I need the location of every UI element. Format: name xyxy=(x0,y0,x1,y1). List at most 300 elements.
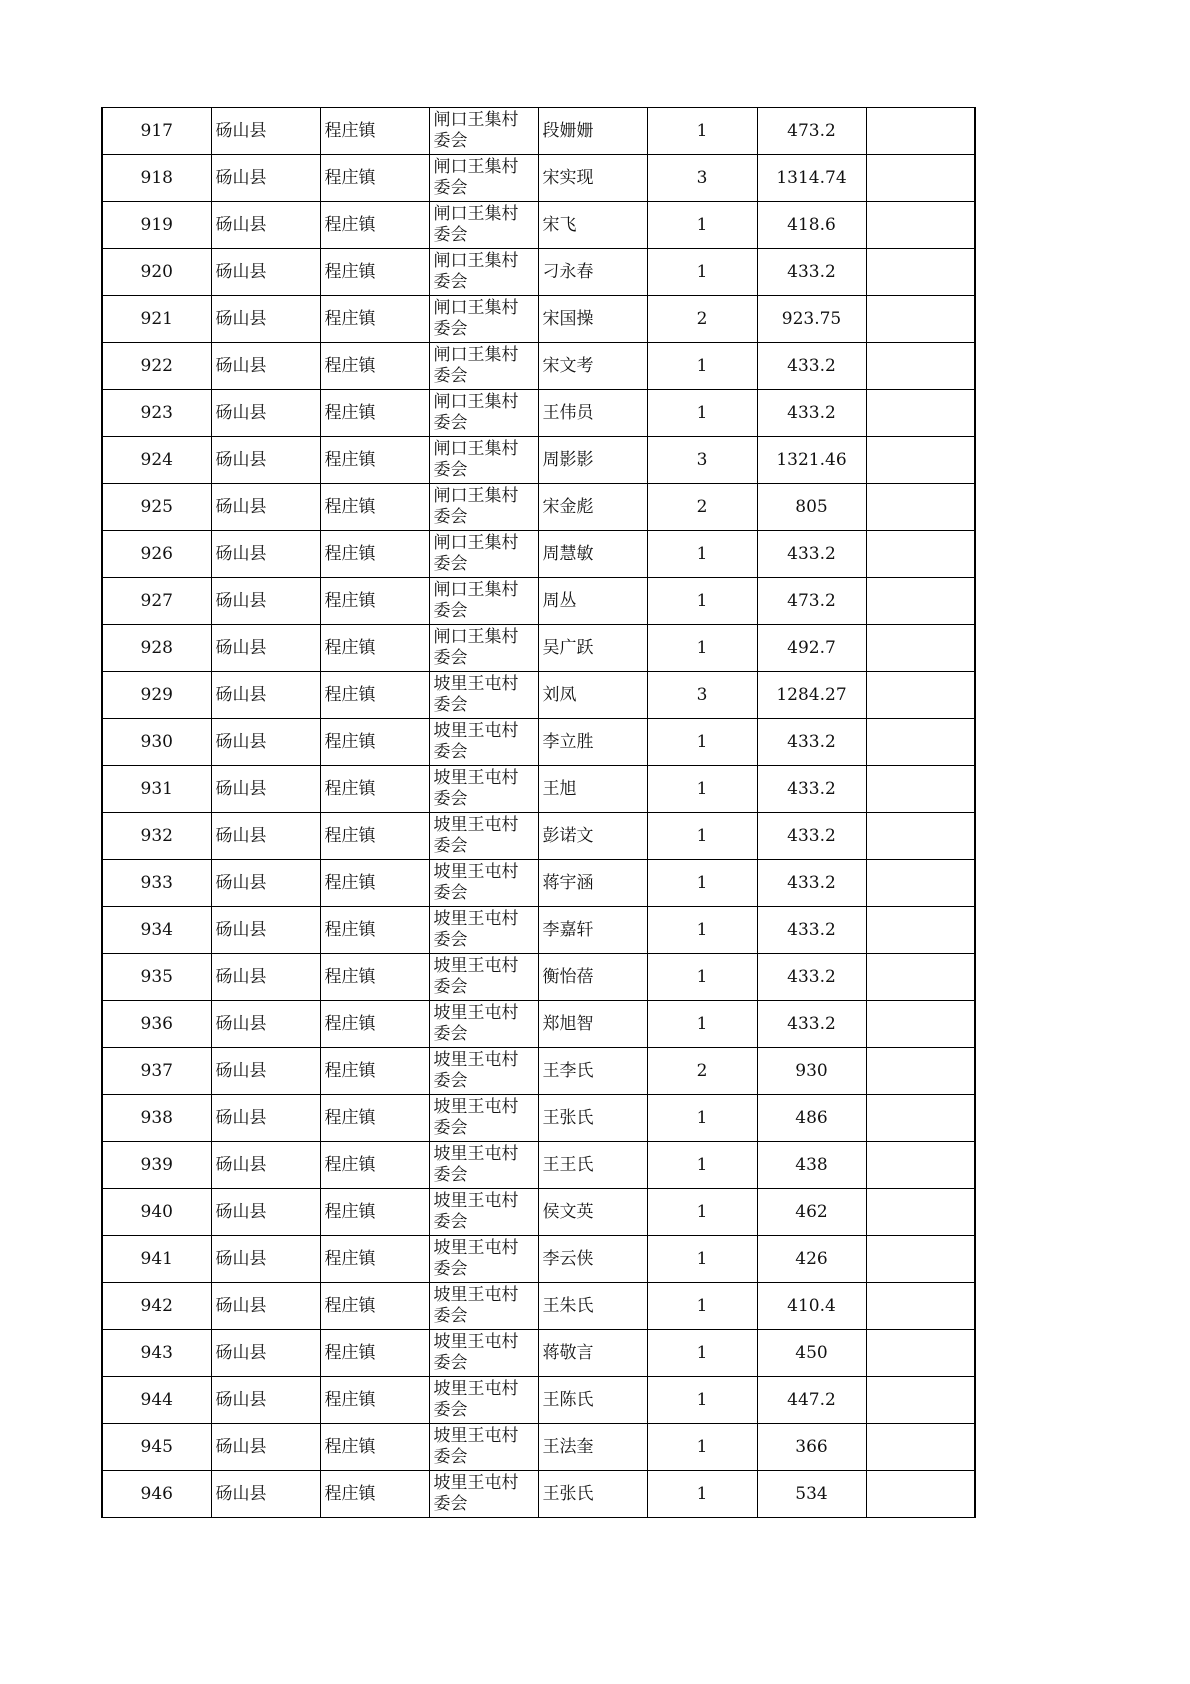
amount-cell: 433.2 xyxy=(757,719,866,766)
table-row xyxy=(102,249,975,296)
village-name-line1: 闸口王集村 xyxy=(433,298,519,318)
village-cell xyxy=(429,1283,538,1330)
village-name-line2: 委会 xyxy=(433,1400,468,1420)
amount-cell: 418.6 xyxy=(757,202,866,249)
household-count-cell: 1 xyxy=(647,531,757,578)
household-count-cell: 1 xyxy=(647,343,757,390)
row-number-cell: 922 xyxy=(102,343,211,390)
village-cell xyxy=(429,484,538,531)
amount-cell: 433.2 xyxy=(757,531,866,578)
row-number-cell: 944 xyxy=(102,1377,211,1424)
village-name-line1: 闸口王集村 xyxy=(433,439,519,459)
village-cell xyxy=(429,155,538,202)
village-cell xyxy=(429,578,538,625)
county-cell: 砀山县 xyxy=(211,155,320,202)
town-cell: 程庄镇 xyxy=(320,1048,429,1095)
village-cell xyxy=(429,813,538,860)
village-name-line1: 坡里王屯村 xyxy=(433,1238,519,1258)
village-cell xyxy=(429,1424,538,1471)
note-cell xyxy=(866,343,975,390)
person-name-cell: 侯文英 xyxy=(538,1189,647,1236)
town-cell: 程庄镇 xyxy=(320,296,429,343)
village-name-line1: 坡里王屯村 xyxy=(433,956,519,976)
amount-cell: 923.75 xyxy=(757,296,866,343)
town-cell: 程庄镇 xyxy=(320,1189,429,1236)
town-cell: 程庄镇 xyxy=(320,907,429,954)
village-name-line1: 坡里王屯村 xyxy=(433,1003,519,1023)
village-cell xyxy=(429,1189,538,1236)
village-cell xyxy=(429,390,538,437)
village-cell xyxy=(429,860,538,907)
village-name-line1: 坡里王屯村 xyxy=(433,862,519,882)
county-cell: 砀山县 xyxy=(211,390,320,437)
table-row xyxy=(102,1330,975,1377)
household-count-cell: 2 xyxy=(647,1048,757,1095)
household-count-cell: 1 xyxy=(647,813,757,860)
village-cell xyxy=(429,249,538,296)
amount-cell: 366 xyxy=(757,1424,866,1471)
village-cell xyxy=(429,719,538,766)
village-name-line1: 坡里王屯村 xyxy=(433,1379,519,1399)
person-name-cell: 蒋宇涵 xyxy=(538,860,647,907)
note-cell xyxy=(866,1236,975,1283)
household-count-cell: 1 xyxy=(647,860,757,907)
table-row xyxy=(102,813,975,860)
village-cell xyxy=(429,672,538,719)
table-row xyxy=(102,437,975,484)
household-count-cell: 1 xyxy=(647,108,757,155)
village-cell xyxy=(429,437,538,484)
person-name-cell: 吴广跃 xyxy=(538,625,647,672)
note-cell xyxy=(866,108,975,155)
person-name-cell: 王旭 xyxy=(538,766,647,813)
county-cell: 砀山县 xyxy=(211,860,320,907)
row-number-cell: 945 xyxy=(102,1424,211,1471)
town-cell: 程庄镇 xyxy=(320,390,429,437)
county-cell: 砀山县 xyxy=(211,578,320,625)
household-count-cell: 1 xyxy=(647,202,757,249)
row-number-cell: 919 xyxy=(102,202,211,249)
household-count-cell: 1 xyxy=(647,1236,757,1283)
village-name-line2: 委会 xyxy=(433,1494,468,1514)
village-name-line2: 委会 xyxy=(433,225,468,245)
note-cell xyxy=(866,766,975,813)
row-number-cell: 921 xyxy=(102,296,211,343)
table-row xyxy=(102,954,975,1001)
person-name-cell: 王李氏 xyxy=(538,1048,647,1095)
town-cell: 程庄镇 xyxy=(320,672,429,719)
county-cell: 砀山县 xyxy=(211,1424,320,1471)
village-name-line2: 委会 xyxy=(433,554,468,574)
village-name-line1: 坡里王屯村 xyxy=(433,768,519,788)
village-name-line2: 委会 xyxy=(433,1165,468,1185)
row-number-cell: 930 xyxy=(102,719,211,766)
village-cell xyxy=(429,531,538,578)
household-count-cell: 1 xyxy=(647,1377,757,1424)
note-cell xyxy=(866,578,975,625)
county-cell: 砀山县 xyxy=(211,625,320,672)
table-row xyxy=(102,1471,975,1518)
village-name-line1: 坡里王屯村 xyxy=(433,1285,519,1305)
county-cell: 砀山县 xyxy=(211,1142,320,1189)
town-cell: 程庄镇 xyxy=(320,1377,429,1424)
town-cell: 程庄镇 xyxy=(320,578,429,625)
town-cell: 程庄镇 xyxy=(320,1424,429,1471)
amount-cell: 462 xyxy=(757,1189,866,1236)
row-number-cell: 917 xyxy=(102,108,211,155)
row-number-cell: 931 xyxy=(102,766,211,813)
row-number-cell: 920 xyxy=(102,249,211,296)
table-row xyxy=(102,108,975,155)
person-name-cell: 周影影 xyxy=(538,437,647,484)
town-cell: 程庄镇 xyxy=(320,437,429,484)
town-cell: 程庄镇 xyxy=(320,1236,429,1283)
household-count-cell: 1 xyxy=(647,954,757,1001)
row-number-cell: 939 xyxy=(102,1142,211,1189)
town-cell: 程庄镇 xyxy=(320,625,429,672)
person-name-cell: 刘凤 xyxy=(538,672,647,719)
town-cell: 程庄镇 xyxy=(320,484,429,531)
village-name-line2: 委会 xyxy=(433,1071,468,1091)
county-cell: 砀山县 xyxy=(211,202,320,249)
village-name-line1: 闸口王集村 xyxy=(433,486,519,506)
county-cell: 砀山县 xyxy=(211,531,320,578)
village-name-line2: 委会 xyxy=(433,507,468,527)
note-cell xyxy=(866,625,975,672)
village-name-line2: 委会 xyxy=(433,742,468,762)
person-name-cell: 李立胜 xyxy=(538,719,647,766)
table-row xyxy=(102,1424,975,1471)
village-cell xyxy=(429,625,538,672)
village-cell xyxy=(429,1048,538,1095)
household-count-cell: 2 xyxy=(647,484,757,531)
household-count-cell: 1 xyxy=(647,390,757,437)
note-cell xyxy=(866,437,975,484)
table-row xyxy=(102,1048,975,1095)
household-count-cell: 1 xyxy=(647,1189,757,1236)
village-name-line1: 闸口王集村 xyxy=(433,580,519,600)
person-name-cell: 王朱氏 xyxy=(538,1283,647,1330)
town-cell: 程庄镇 xyxy=(320,1095,429,1142)
person-name-cell: 李嘉轩 xyxy=(538,907,647,954)
household-count-cell: 1 xyxy=(647,1001,757,1048)
table-row xyxy=(102,907,975,954)
amount-cell: 433.2 xyxy=(757,954,866,1001)
village-name-line2: 委会 xyxy=(433,1118,468,1138)
table-row xyxy=(102,1095,975,1142)
household-count-cell: 1 xyxy=(647,1330,757,1377)
village-name-line1: 坡里王屯村 xyxy=(433,721,519,741)
village-name-line1: 闸口王集村 xyxy=(433,627,519,647)
county-cell: 砀山县 xyxy=(211,1471,320,1518)
table-row xyxy=(102,1377,975,1424)
amount-cell: 438 xyxy=(757,1142,866,1189)
person-name-cell: 王伟员 xyxy=(538,390,647,437)
village-name-line1: 坡里王屯村 xyxy=(433,909,519,929)
county-cell: 砀山县 xyxy=(211,1283,320,1330)
table-row xyxy=(102,155,975,202)
note-cell xyxy=(866,1001,975,1048)
village-cell xyxy=(429,1142,538,1189)
table-row xyxy=(102,343,975,390)
amount-cell: 492.7 xyxy=(757,625,866,672)
note-cell xyxy=(866,155,975,202)
note-cell xyxy=(866,1424,975,1471)
table-row xyxy=(102,1283,975,1330)
amount-cell: 426 xyxy=(757,1236,866,1283)
amount-cell: 433.2 xyxy=(757,907,866,954)
village-cell xyxy=(429,1001,538,1048)
person-name-cell: 刁永春 xyxy=(538,249,647,296)
note-cell xyxy=(866,1189,975,1236)
town-cell: 程庄镇 xyxy=(320,1001,429,1048)
county-cell: 砀山县 xyxy=(211,343,320,390)
village-name-line2: 委会 xyxy=(433,648,468,668)
household-count-cell: 1 xyxy=(647,766,757,813)
town-cell: 程庄镇 xyxy=(320,1283,429,1330)
amount-cell: 486 xyxy=(757,1095,866,1142)
note-cell xyxy=(866,1377,975,1424)
table-row xyxy=(102,202,975,249)
note-cell xyxy=(866,907,975,954)
note-cell xyxy=(866,813,975,860)
note-cell xyxy=(866,1330,975,1377)
amount-cell: 433.2 xyxy=(757,766,866,813)
village-cell xyxy=(429,202,538,249)
note-cell xyxy=(866,719,975,766)
row-number-cell: 934 xyxy=(102,907,211,954)
amount-cell: 447.2 xyxy=(757,1377,866,1424)
note-cell xyxy=(866,249,975,296)
note-cell xyxy=(866,296,975,343)
household-count-cell: 1 xyxy=(647,1471,757,1518)
amount-cell: 1284.27 xyxy=(757,672,866,719)
person-name-cell: 王张氏 xyxy=(538,1471,647,1518)
note-cell xyxy=(866,954,975,1001)
note-cell xyxy=(866,1471,975,1518)
household-count-cell: 2 xyxy=(647,296,757,343)
person-name-cell: 宋文考 xyxy=(538,343,647,390)
village-name-line1: 坡里王屯村 xyxy=(433,1332,519,1352)
row-number-cell: 927 xyxy=(102,578,211,625)
table-row xyxy=(102,625,975,672)
village-name-line2: 委会 xyxy=(433,695,468,715)
county-cell: 砀山县 xyxy=(211,1095,320,1142)
village-cell xyxy=(429,343,538,390)
village-cell xyxy=(429,1377,538,1424)
note-cell xyxy=(866,672,975,719)
household-count-cell: 1 xyxy=(647,625,757,672)
row-number-cell: 936 xyxy=(102,1001,211,1048)
village-name-line2: 委会 xyxy=(433,413,468,433)
row-number-cell: 943 xyxy=(102,1330,211,1377)
amount-cell: 410.4 xyxy=(757,1283,866,1330)
village-name-line2: 委会 xyxy=(433,131,468,151)
village-name-line1: 闸口王集村 xyxy=(433,392,519,412)
village-name-line2: 委会 xyxy=(433,1447,468,1467)
village-name-line1: 闸口王集村 xyxy=(433,345,519,365)
row-number-cell: 928 xyxy=(102,625,211,672)
table-row xyxy=(102,1189,975,1236)
row-number-cell: 923 xyxy=(102,390,211,437)
village-name-line2: 委会 xyxy=(433,789,468,809)
village-name-line1: 闸口王集村 xyxy=(433,533,519,553)
village-cell xyxy=(429,1236,538,1283)
village-name-line2: 委会 xyxy=(433,1306,468,1326)
village-cell xyxy=(429,1471,538,1518)
town-cell: 程庄镇 xyxy=(320,1142,429,1189)
village-name-line1: 坡里王屯村 xyxy=(433,1426,519,1446)
village-name-line1: 闸口王集村 xyxy=(433,251,519,271)
county-cell: 砀山县 xyxy=(211,719,320,766)
village-name-line2: 委会 xyxy=(433,1212,468,1232)
person-name-cell: 蒋敬言 xyxy=(538,1330,647,1377)
note-cell xyxy=(866,202,975,249)
town-cell: 程庄镇 xyxy=(320,343,429,390)
village-cell xyxy=(429,1095,538,1142)
town-cell: 程庄镇 xyxy=(320,249,429,296)
amount-cell: 805 xyxy=(757,484,866,531)
county-cell: 砀山县 xyxy=(211,249,320,296)
village-name-line1: 闸口王集村 xyxy=(433,204,519,224)
amount-cell: 433.2 xyxy=(757,249,866,296)
row-number-cell: 929 xyxy=(102,672,211,719)
county-cell: 砀山县 xyxy=(211,1048,320,1095)
amount-cell: 433.2 xyxy=(757,860,866,907)
note-cell xyxy=(866,1048,975,1095)
amount-cell: 433.2 xyxy=(757,813,866,860)
row-number-cell: 925 xyxy=(102,484,211,531)
village-name-line2: 委会 xyxy=(433,930,468,950)
person-name-cell: 宋国操 xyxy=(538,296,647,343)
household-count-cell: 1 xyxy=(647,1424,757,1471)
table-row xyxy=(102,860,975,907)
row-number-cell: 940 xyxy=(102,1189,211,1236)
town-cell: 程庄镇 xyxy=(320,813,429,860)
data-table xyxy=(101,107,976,1518)
note-cell xyxy=(866,1142,975,1189)
note-cell xyxy=(866,531,975,578)
village-name-line2: 委会 xyxy=(433,1259,468,1279)
amount-cell: 930 xyxy=(757,1048,866,1095)
row-number-cell: 932 xyxy=(102,813,211,860)
person-name-cell: 王陈氏 xyxy=(538,1377,647,1424)
household-count-cell: 3 xyxy=(647,437,757,484)
village-name-line1: 坡里王屯村 xyxy=(433,1191,519,1211)
amount-cell: 1321.46 xyxy=(757,437,866,484)
town-cell: 程庄镇 xyxy=(320,719,429,766)
table-row xyxy=(102,672,975,719)
row-number-cell: 926 xyxy=(102,531,211,578)
town-cell: 程庄镇 xyxy=(320,202,429,249)
amount-cell: 1314.74 xyxy=(757,155,866,202)
town-cell: 程庄镇 xyxy=(320,108,429,155)
county-cell: 砀山县 xyxy=(211,296,320,343)
village-name-line1: 坡里王屯村 xyxy=(433,1144,519,1164)
row-number-cell: 938 xyxy=(102,1095,211,1142)
person-name-cell: 宋金彪 xyxy=(538,484,647,531)
household-count-cell: 1 xyxy=(647,578,757,625)
county-cell: 砀山县 xyxy=(211,766,320,813)
village-name-line2: 委会 xyxy=(433,460,468,480)
county-cell: 砀山县 xyxy=(211,1189,320,1236)
town-cell: 程庄镇 xyxy=(320,531,429,578)
county-cell: 砀山县 xyxy=(211,1236,320,1283)
county-cell: 砀山县 xyxy=(211,1001,320,1048)
table-row xyxy=(102,296,975,343)
county-cell: 砀山县 xyxy=(211,813,320,860)
village-name-line1: 坡里王屯村 xyxy=(433,1050,519,1070)
amount-cell: 534 xyxy=(757,1471,866,1518)
town-cell: 程庄镇 xyxy=(320,954,429,1001)
household-count-cell: 1 xyxy=(647,719,757,766)
village-name-line2: 委会 xyxy=(433,366,468,386)
household-count-cell: 1 xyxy=(647,1142,757,1189)
person-name-cell: 周慧敏 xyxy=(538,531,647,578)
household-count-cell: 1 xyxy=(647,1095,757,1142)
note-cell xyxy=(866,1095,975,1142)
amount-cell: 473.2 xyxy=(757,108,866,155)
town-cell: 程庄镇 xyxy=(320,766,429,813)
village-name-line2: 委会 xyxy=(433,1353,468,1373)
table-row xyxy=(102,1236,975,1283)
row-number-cell: 941 xyxy=(102,1236,211,1283)
person-name-cell: 李云侠 xyxy=(538,1236,647,1283)
person-name-cell: 王张氏 xyxy=(538,1095,647,1142)
village-name-line1: 坡里王屯村 xyxy=(433,815,519,835)
county-cell: 砀山县 xyxy=(211,907,320,954)
person-name-cell: 宋实现 xyxy=(538,155,647,202)
village-name-line1: 坡里王屯村 xyxy=(433,1473,519,1493)
county-cell: 砀山县 xyxy=(211,1330,320,1377)
county-cell: 砀山县 xyxy=(211,1377,320,1424)
person-name-cell: 郑旭智 xyxy=(538,1001,647,1048)
village-name-line2: 委会 xyxy=(433,178,468,198)
county-cell: 砀山县 xyxy=(211,484,320,531)
village-cell xyxy=(429,907,538,954)
row-number-cell: 918 xyxy=(102,155,211,202)
row-number-cell: 937 xyxy=(102,1048,211,1095)
household-count-cell: 1 xyxy=(647,249,757,296)
table-row xyxy=(102,390,975,437)
person-name-cell: 王王氏 xyxy=(538,1142,647,1189)
person-name-cell: 周丛 xyxy=(538,578,647,625)
household-count-cell: 3 xyxy=(647,672,757,719)
table-row xyxy=(102,766,975,813)
village-name-line1: 坡里王屯村 xyxy=(433,1097,519,1117)
note-cell xyxy=(866,484,975,531)
table-row xyxy=(102,578,975,625)
county-cell: 砀山县 xyxy=(211,672,320,719)
person-name-cell: 段姗姗 xyxy=(538,108,647,155)
household-count-cell: 3 xyxy=(647,155,757,202)
town-cell: 程庄镇 xyxy=(320,155,429,202)
amount-cell: 473.2 xyxy=(757,578,866,625)
village-name-line2: 委会 xyxy=(433,1024,468,1044)
note-cell xyxy=(866,390,975,437)
county-cell: 砀山县 xyxy=(211,954,320,1001)
county-cell: 砀山县 xyxy=(211,108,320,155)
table-row xyxy=(102,484,975,531)
row-number-cell: 946 xyxy=(102,1471,211,1518)
village-cell xyxy=(429,108,538,155)
village-name-line2: 委会 xyxy=(433,319,468,339)
row-number-cell: 935 xyxy=(102,954,211,1001)
county-cell: 砀山县 xyxy=(211,437,320,484)
town-cell: 程庄镇 xyxy=(320,1330,429,1377)
village-name-line2: 委会 xyxy=(433,836,468,856)
person-name-cell: 彭诺文 xyxy=(538,813,647,860)
